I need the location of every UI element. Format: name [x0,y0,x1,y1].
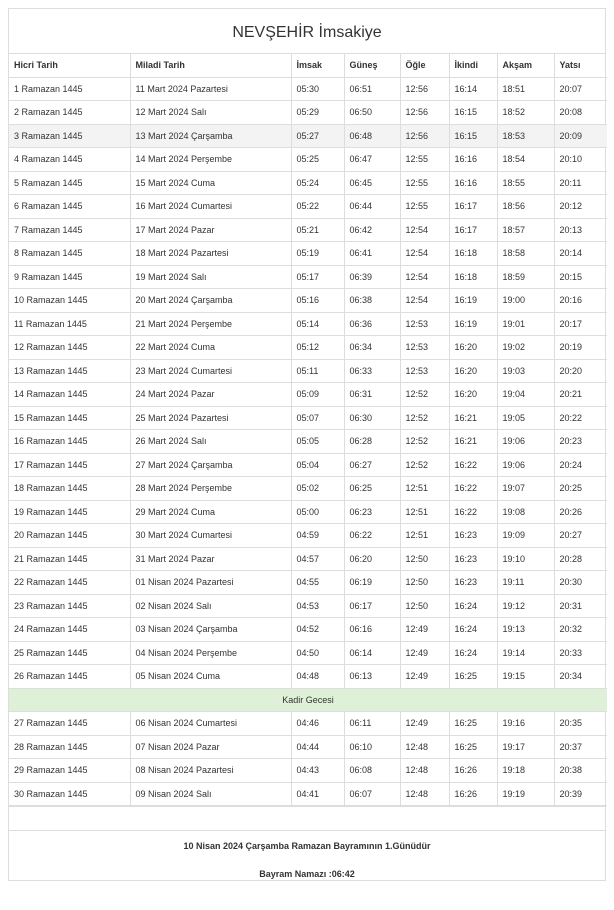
table-cell: 19:19 [497,782,554,806]
table-cell: 05:24 [291,171,344,195]
table-cell: 12:52 [400,383,449,407]
table-cell: 01 Nisan 2024 Pazartesi [130,571,291,595]
table-cell: 22 Ramazan 1445 [9,571,130,595]
table-cell: 06:50 [344,101,400,125]
table-cell: 12:53 [400,359,449,383]
table-cell: 16:23 [449,547,497,571]
table-cell: 20:28 [554,547,607,571]
table-cell: 19:08 [497,500,554,524]
table-cell: 05:05 [291,430,344,454]
table-cell: 16:26 [449,782,497,806]
table-cell: 28 Mart 2024 Perşembe [130,477,291,501]
table-body [9,77,607,806]
table-row [9,641,607,665]
table-cell: 14 Ramazan 1445 [9,383,130,407]
table-cell: 19:06 [497,430,554,454]
table-cell: 20:09 [554,124,607,148]
table-cell: 14 Mart 2024 Perşembe [130,148,291,172]
table-cell: 20:27 [554,524,607,548]
table-cell: 6 Ramazan 1445 [9,195,130,219]
table-row [9,265,607,289]
table-cell: 06:41 [344,242,400,266]
table-cell: 16:17 [449,218,497,242]
table-cell: 19:10 [497,547,554,571]
table-row [9,594,607,618]
table-cell: 20:07 [554,77,607,101]
table-cell: 26 Mart 2024 Salı [130,430,291,454]
table-cell: 12:50 [400,594,449,618]
table-cell: 06:51 [344,77,400,101]
table-cell: 06:19 [344,571,400,595]
table-cell: 12:56 [400,101,449,125]
table-cell: 20:25 [554,477,607,501]
table-cell: 19:06 [497,453,554,477]
table-cell: 19:01 [497,312,554,336]
table-cell: 16:22 [449,453,497,477]
table-cell: 16:19 [449,289,497,313]
bayram-namazi-text: Bayram Namazı :06:42 [259,869,355,879]
table-cell: 06:17 [344,594,400,618]
table-cell: 19:09 [497,524,554,548]
table-cell: 19:11 [497,571,554,595]
table-cell: 06:25 [344,477,400,501]
table-row [9,101,607,125]
table-cell: 19:04 [497,383,554,407]
table-cell: 03 Nisan 2024 Çarşamba [130,618,291,642]
table-cell: 12:53 [400,312,449,336]
table-cell: 05:07 [291,406,344,430]
table-cell: 06:23 [344,500,400,524]
table-header-row [9,54,607,77]
column-header: Yatsı [554,54,607,77]
imsakiye-frame [8,8,606,881]
table-cell: 12:51 [400,500,449,524]
table-cell: 8 Ramazan 1445 [9,242,130,266]
table-cell: 12:48 [400,735,449,759]
table-cell: 18:59 [497,265,554,289]
table-row [9,547,607,571]
table-row [9,759,607,783]
table-row [9,336,607,360]
table-cell: 16:23 [449,571,497,595]
table-cell: 06:48 [344,124,400,148]
column-header: İkindi [449,54,497,77]
table-cell: 20:15 [554,265,607,289]
table-cell: 04:48 [291,665,344,689]
table-cell: 16:24 [449,641,497,665]
table-cell: 12:52 [400,406,449,430]
table-cell: 06:44 [344,195,400,219]
table-cell: 06:08 [344,759,400,783]
table-row [9,453,607,477]
table-row [9,77,607,101]
table-cell: 19:07 [497,477,554,501]
table-cell: 18:52 [497,101,554,125]
table-cell: 16:16 [449,148,497,172]
table-cell: 06:30 [344,406,400,430]
table-cell: 20:35 [554,712,607,736]
table-cell: 16:21 [449,406,497,430]
table-cell: 12:51 [400,477,449,501]
table-row [9,524,607,548]
table-cell: 12:52 [400,430,449,454]
table-cell: 20:10 [554,148,607,172]
table-cell: 20:13 [554,218,607,242]
table-cell: 20 Mart 2024 Çarşamba [130,289,291,313]
table-row [9,124,607,148]
footer [9,830,605,880]
column-header: Hicri Tarih [9,54,130,77]
table-cell: 04:55 [291,571,344,595]
table-row [9,406,607,430]
table-row [9,312,607,336]
table-cell: 20:33 [554,641,607,665]
table-cell: 12:55 [400,171,449,195]
table-cell: 12:56 [400,77,449,101]
table-cell: 30 Ramazan 1445 [9,782,130,806]
table-row [9,171,607,195]
table-cell: 22 Mart 2024 Cuma [130,336,291,360]
table-cell: 04:53 [291,594,344,618]
table-cell: 05:12 [291,336,344,360]
table-row [9,195,607,219]
table-cell: 20:30 [554,571,607,595]
table-cell: 06:31 [344,383,400,407]
table-cell: 04:44 [291,735,344,759]
table-cell: 19:13 [497,618,554,642]
table-cell: 19:18 [497,759,554,783]
table-cell: 04:41 [291,782,344,806]
column-header: İmsak [291,54,344,77]
table-cell: 13 Ramazan 1445 [9,359,130,383]
table-cell: 06:42 [344,218,400,242]
table-cell: 13 Mart 2024 Çarşamba [130,124,291,148]
table-row [9,712,607,736]
table-row [9,383,607,407]
table-cell: 29 Mart 2024 Cuma [130,500,291,524]
imsakiye-panel [8,8,606,881]
prayer-times-table [9,54,607,806]
table-cell: 18 Mart 2024 Pazartesi [130,242,291,266]
table-row [9,782,607,806]
table-cell: 16:18 [449,242,497,266]
table-cell: 20:08 [554,101,607,125]
table-cell: 05:09 [291,383,344,407]
table-cell: 16:15 [449,101,497,125]
table-cell: 19:14 [497,641,554,665]
table-cell: 30 Mart 2024 Cumartesi [130,524,291,548]
table-cell: 06:11 [344,712,400,736]
table-cell: 20 Ramazan 1445 [9,524,130,548]
table-cell: 12:55 [400,195,449,219]
table-cell: 20:20 [554,359,607,383]
table-cell: 18:53 [497,124,554,148]
table-cell: 06:07 [344,782,400,806]
table-cell: 15 Mart 2024 Cuma [130,171,291,195]
table-spacer [9,806,605,830]
table-cell: 20:38 [554,759,607,783]
table-cell: 12:52 [400,453,449,477]
table-cell: 11 Mart 2024 Pazartesi [130,77,291,101]
table-cell: 12:54 [400,265,449,289]
table-cell: 12:56 [400,124,449,148]
table-cell: 04:46 [291,712,344,736]
table-cell: 06:10 [344,735,400,759]
table-cell: 16:20 [449,359,497,383]
table-cell: 06:33 [344,359,400,383]
table-cell: 06:34 [344,336,400,360]
table-cell: 19:16 [497,712,554,736]
table-cell: 06:36 [344,312,400,336]
table-cell: 06:38 [344,289,400,313]
table-cell: 16:22 [449,477,497,501]
table-row [9,148,607,172]
table-cell: 19:12 [497,594,554,618]
table-cell: 25 Ramazan 1445 [9,641,130,665]
table-cell: 05:02 [291,477,344,501]
table-row [9,665,607,689]
table-cell: 12:54 [400,218,449,242]
column-header: Öğle [400,54,449,77]
table-cell: 16:26 [449,759,497,783]
table-cell: 16:18 [449,265,497,289]
table-cell: 06 Nisan 2024 Cumartesi [130,712,291,736]
table-cell: 19:05 [497,406,554,430]
kadir-gecesi-label: Kadir Gecesi [9,688,607,712]
table-cell: 05:16 [291,289,344,313]
table-cell: 20:24 [554,453,607,477]
table-cell: 16:17 [449,195,497,219]
table-cell: 12 Mart 2024 Salı [130,101,291,125]
table-cell: 16:20 [449,336,497,360]
table-cell: 04:59 [291,524,344,548]
table-cell: 16:25 [449,665,497,689]
page-title: NEVŞEHİR İmsakiye [9,9,605,54]
table-cell: 16:24 [449,594,497,618]
table-cell: 11 Ramazan 1445 [9,312,130,336]
table-cell: 27 Mart 2024 Çarşamba [130,453,291,477]
column-header: Akşam [497,54,554,77]
table-cell: 12:49 [400,712,449,736]
table-cell: 12:49 [400,665,449,689]
table-cell: 19:03 [497,359,554,383]
table-cell: 31 Mart 2024 Pazar [130,547,291,571]
table-cell: 4 Ramazan 1445 [9,148,130,172]
table-cell: 20:16 [554,289,607,313]
table-cell: 12 Ramazan 1445 [9,336,130,360]
table-row [9,430,607,454]
table-cell: 20:31 [554,594,607,618]
table-cell: 18 Ramazan 1445 [9,477,130,501]
table-cell: 17 Ramazan 1445 [9,453,130,477]
bayram-text: 10 Nisan 2024 Çarşamba Ramazan Bayramının 1.Günüdür [183,841,431,851]
table-cell: 07 Nisan 2024 Pazar [130,735,291,759]
table-cell: 06:47 [344,148,400,172]
table-cell: 05:14 [291,312,344,336]
table-cell: 27 Ramazan 1445 [9,712,130,736]
table-cell: 19 Ramazan 1445 [9,500,130,524]
table-cell: 12:50 [400,571,449,595]
table-cell: 16:20 [449,383,497,407]
table-cell: 20:32 [554,618,607,642]
table-cell: 3 Ramazan 1445 [9,124,130,148]
table-cell: 20:22 [554,406,607,430]
table-cell: 23 Ramazan 1445 [9,594,130,618]
table-cell: 08 Nisan 2024 Pazartesi [130,759,291,783]
table-row [9,571,607,595]
table-cell: 15 Ramazan 1445 [9,406,130,430]
table-cell: 12:54 [400,242,449,266]
table-cell: 05:04 [291,453,344,477]
table-row [9,500,607,524]
table-row [9,218,607,242]
table-cell: 05:22 [291,195,344,219]
table-cell: 12:49 [400,618,449,642]
table-cell: 06:28 [344,430,400,454]
table-cell: 7 Ramazan 1445 [9,218,130,242]
table-row [9,289,607,313]
table-cell: 16:25 [449,712,497,736]
table-cell: 16:16 [449,171,497,195]
table-cell: 16:21 [449,430,497,454]
table-cell: 05:19 [291,242,344,266]
table-cell: 20:12 [554,195,607,219]
table-cell: 18:58 [497,242,554,266]
column-header: Miladi Tarih [130,54,291,77]
table-cell: 20:39 [554,782,607,806]
table-cell: 12:54 [400,289,449,313]
table-cell: 04:57 [291,547,344,571]
table-cell: 16:22 [449,500,497,524]
table-cell: 16:14 [449,77,497,101]
table-cell: 05:29 [291,101,344,125]
table-cell: 06:22 [344,524,400,548]
table-cell: 19 Mart 2024 Salı [130,265,291,289]
table-cell: 16 Ramazan 1445 [9,430,130,454]
table-cell: 18:57 [497,218,554,242]
table-cell: 19:00 [497,289,554,313]
table-cell: 05 Nisan 2024 Cuma [130,665,291,689]
table-cell: 04 Nisan 2024 Perşembe [130,641,291,665]
table-cell: 06:27 [344,453,400,477]
table-row [9,618,607,642]
table-cell: 06:14 [344,641,400,665]
table-cell: 05:11 [291,359,344,383]
table-cell: 18:55 [497,171,554,195]
table-cell: 06:13 [344,665,400,689]
kadir-gecesi-row [9,688,607,712]
table-cell: 20:11 [554,171,607,195]
table-cell: 9 Ramazan 1445 [9,265,130,289]
table-cell: 12:48 [400,782,449,806]
table-cell: 16:15 [449,124,497,148]
table-cell: 16:24 [449,618,497,642]
table-cell: 26 Ramazan 1445 [9,665,130,689]
table-row [9,735,607,759]
table-cell: 05:00 [291,500,344,524]
table-cell: 10 Ramazan 1445 [9,289,130,313]
table-row [9,359,607,383]
table-cell: 06:39 [344,265,400,289]
table-cell: 20:37 [554,735,607,759]
table-cell: 12:55 [400,148,449,172]
table-cell: 23 Mart 2024 Cumartesi [130,359,291,383]
table-cell: 04:52 [291,618,344,642]
table-cell: 16 Mart 2024 Cumartesi [130,195,291,219]
table-cell: 29 Ramazan 1445 [9,759,130,783]
table-cell: 21 Ramazan 1445 [9,547,130,571]
table-cell: 17 Mart 2024 Pazar [130,218,291,242]
table-cell: 16:23 [449,524,497,548]
table-cell: 04:50 [291,641,344,665]
table-cell: 25 Mart 2024 Pazartesi [130,406,291,430]
table-cell: 5 Ramazan 1445 [9,171,130,195]
table-cell: 12:48 [400,759,449,783]
table-cell: 28 Ramazan 1445 [9,735,130,759]
table-cell: 02 Nisan 2024 Salı [130,594,291,618]
column-header: Güneş [344,54,400,77]
table-cell: 20:19 [554,336,607,360]
table-cell: 21 Mart 2024 Perşembe [130,312,291,336]
table-cell: 06:20 [344,547,400,571]
table-cell: 20:26 [554,500,607,524]
table-cell: 19:15 [497,665,554,689]
table-row [9,477,607,501]
table-cell: 05:21 [291,218,344,242]
table-cell: 05:17 [291,265,344,289]
table-cell: 1 Ramazan 1445 [9,77,130,101]
table-cell: 12:53 [400,336,449,360]
table-cell: 24 Ramazan 1445 [9,618,130,642]
table-cell: 19:02 [497,336,554,360]
table-cell: 20:23 [554,430,607,454]
table-cell: 2 Ramazan 1445 [9,101,130,125]
table-cell: 04:43 [291,759,344,783]
table-cell: 20:14 [554,242,607,266]
table-cell: 06:45 [344,171,400,195]
table-cell: 12:49 [400,641,449,665]
table-cell: 12:50 [400,547,449,571]
table-cell: 20:21 [554,383,607,407]
table-cell: 18:51 [497,77,554,101]
table-cell: 16:19 [449,312,497,336]
table-cell: 16:25 [449,735,497,759]
table-cell: 20:34 [554,665,607,689]
table-cell: 05:25 [291,148,344,172]
table-cell: 20:17 [554,312,607,336]
table-cell: 18:56 [497,195,554,219]
table-cell: 05:30 [291,77,344,101]
table-cell: 12:51 [400,524,449,548]
table-cell: 18:54 [497,148,554,172]
table-row [9,242,607,266]
table-cell: 24 Mart 2024 Pazar [130,383,291,407]
table-cell: 05:27 [291,124,344,148]
table-cell: 09 Nisan 2024 Salı [130,782,291,806]
table-cell: 06:16 [344,618,400,642]
table-cell: 19:17 [497,735,554,759]
